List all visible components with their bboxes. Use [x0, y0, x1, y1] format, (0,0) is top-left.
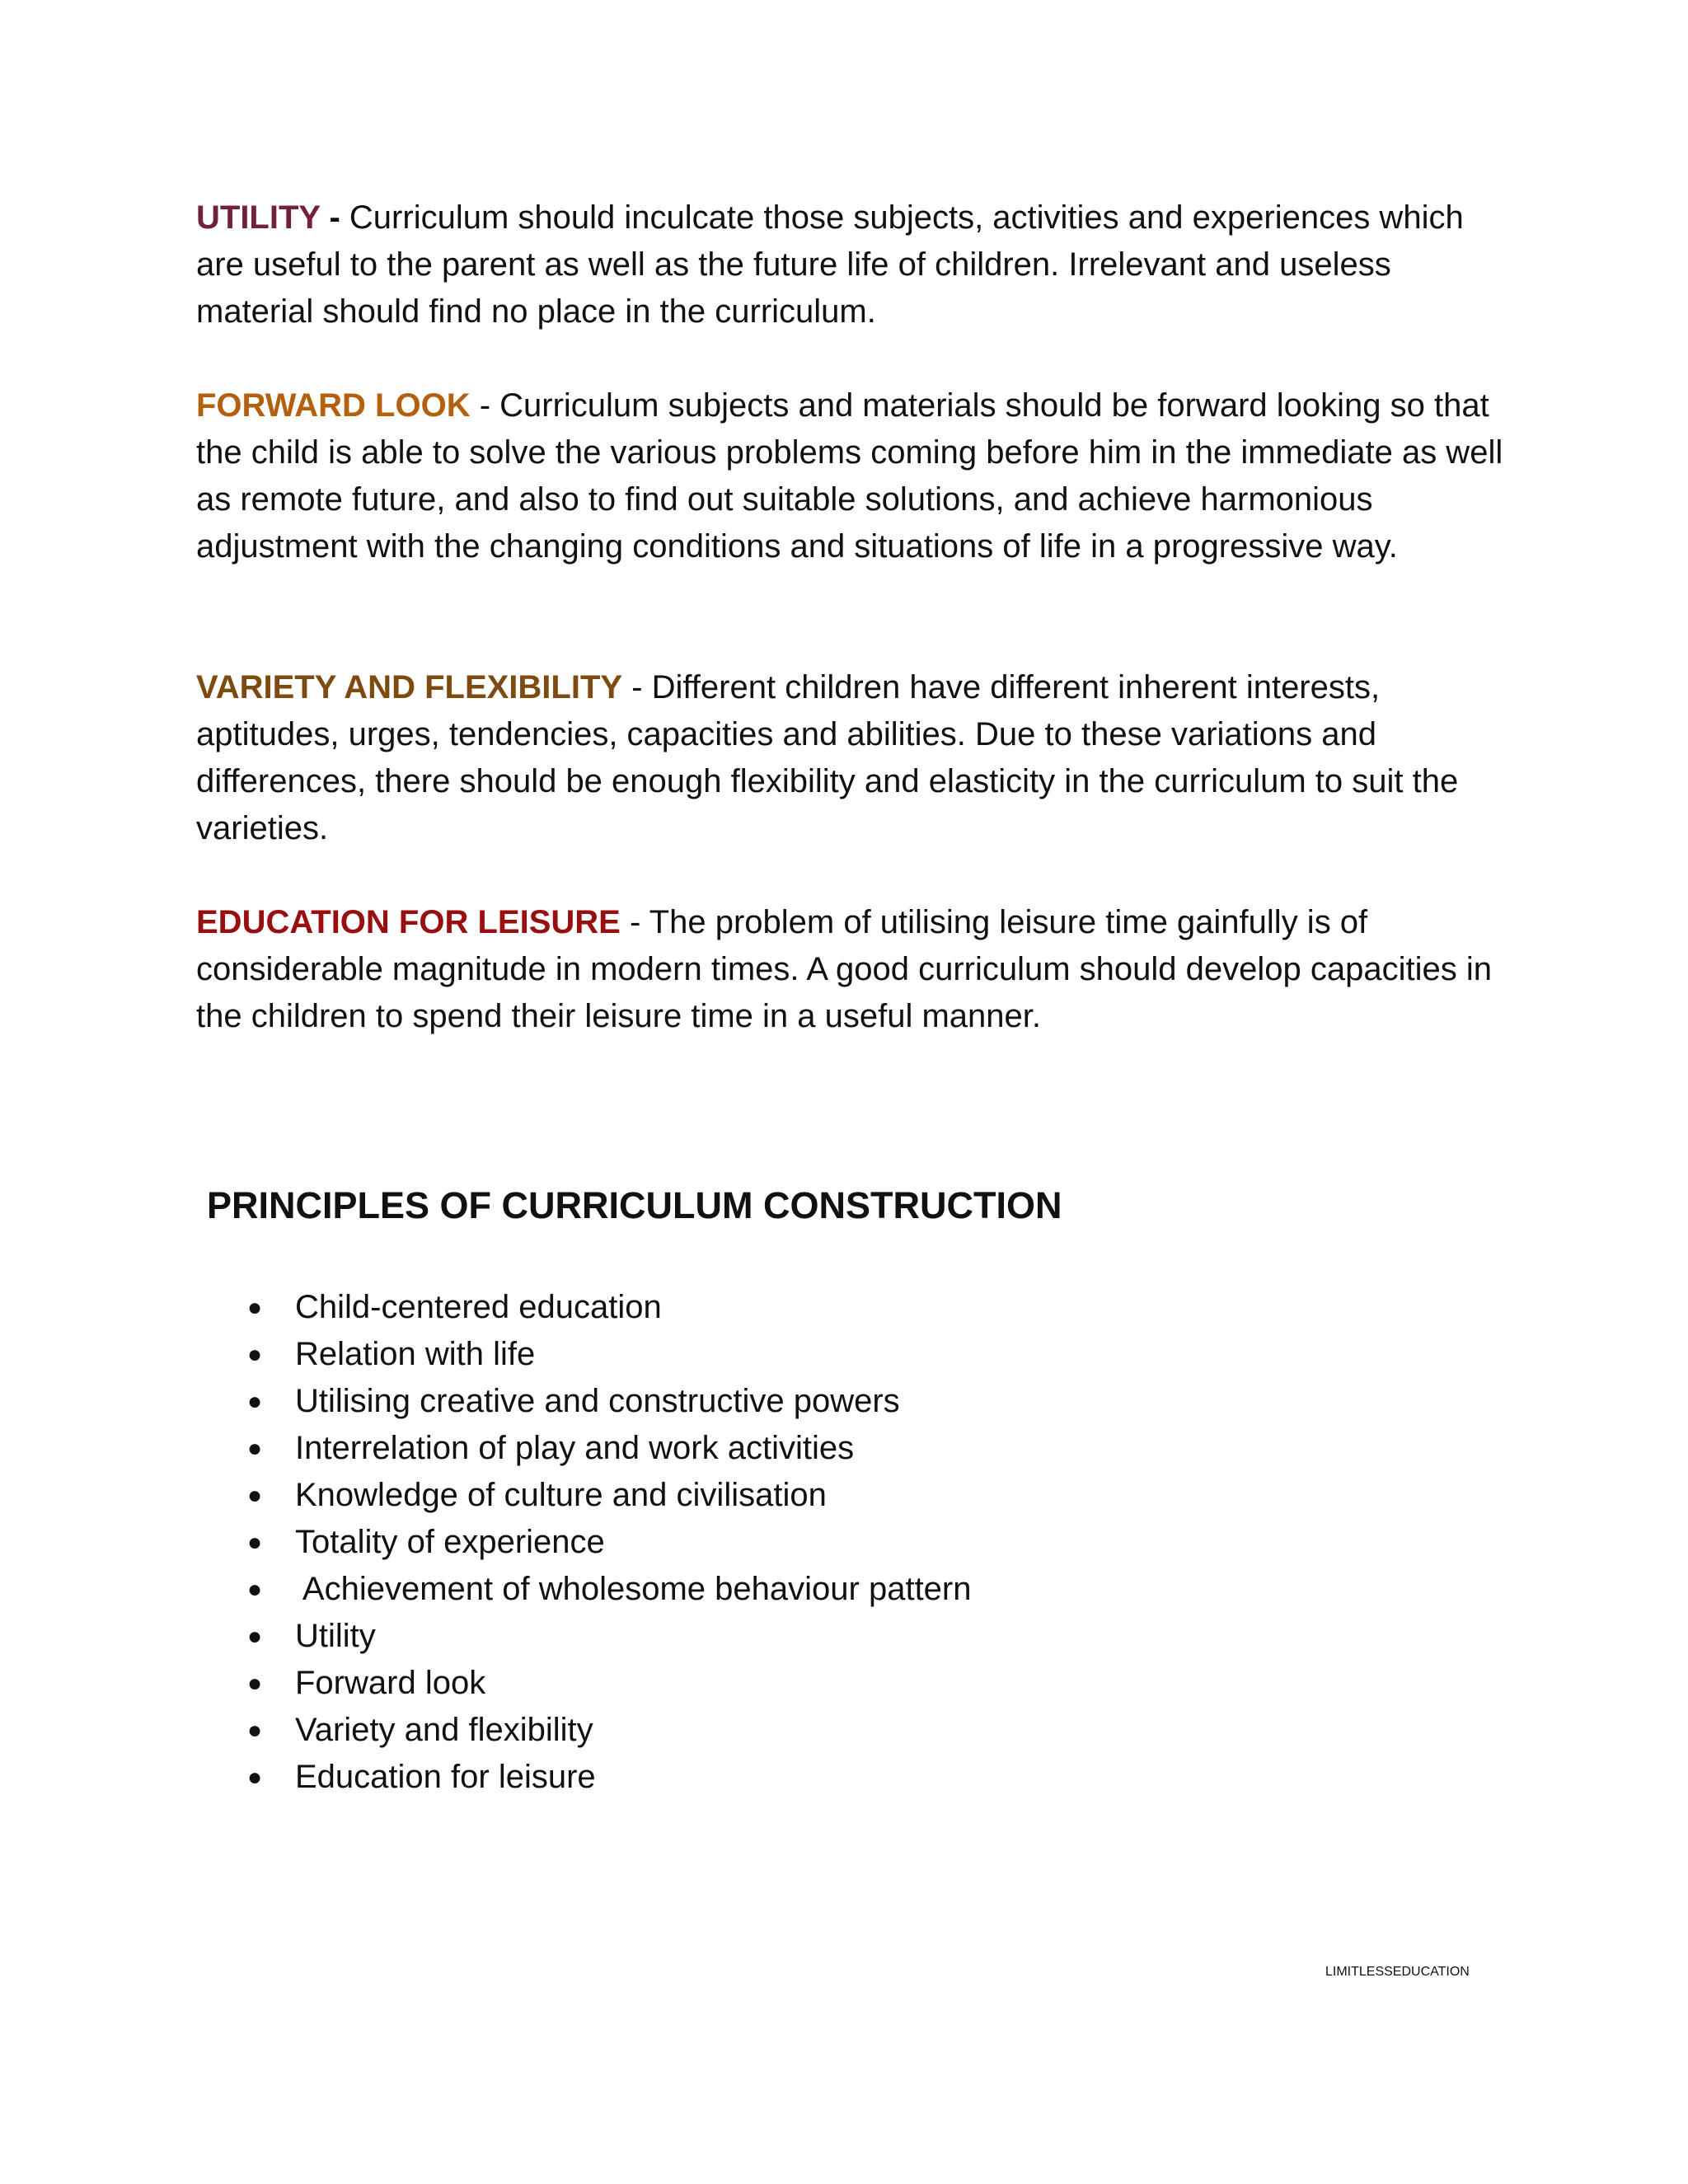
list-item-text: Utility	[295, 1618, 376, 1654]
leisure-text: The problem of utilising leisure time gainfully is of considerable magnitude in modern times. A good curriculum should develop capacities in the children to spend their leisure time in a useful manner.	[196, 904, 1493, 1034]
forward-look-text: Curriculum subjects and materials should be forward looking so that the child is able to solve the various problems coming before him in the immediate as well as remote future, and also to find out suitable solutions, and achieve harmonious adjustment with the changing conditions and situations of life in a progressive way.	[196, 387, 1503, 565]
forward-look-term: FORWARD LOOK	[196, 387, 471, 424]
list-item-text: Child-centered education	[295, 1289, 662, 1325]
principles-heading: PRINCIPLES OF CURRICULUM CONSTRUCTION	[207, 1184, 1062, 1226]
list-item-text: Knowledge of culture and civilisation	[295, 1477, 827, 1513]
utility-paragraph	[196, 194, 1515, 335]
bullet-icon: ●	[247, 1670, 263, 1697]
bullet-icon: ●	[247, 1529, 263, 1556]
footer-label: LIMITLESSEDUCATION	[1325, 1965, 1470, 1979]
variety-paragraph	[196, 664, 1515, 852]
forward-look-paragraph	[196, 382, 1515, 570]
bullet-icon: ●	[247, 1341, 263, 1368]
utility-term: UTILITY	[196, 199, 321, 236]
bullet-icon: ●	[247, 1717, 263, 1744]
forward-look-separator: -	[470, 387, 500, 424]
bullet-icon: ●	[247, 1388, 263, 1415]
bullet-icon: ●	[247, 1623, 263, 1650]
list-item-text: Education for leisure	[295, 1759, 596, 1795]
list-item-text: Totality of experience	[295, 1524, 605, 1560]
utility-separator: -	[320, 199, 349, 236]
leisure-separator: -	[620, 904, 649, 940]
bullet-icon: ●	[247, 1435, 263, 1462]
bullet-icon: ●	[247, 1764, 263, 1791]
bullet-icon: ●	[247, 1576, 263, 1603]
variety-text: Different children have different inherent interests, aptitudes, urges, tendencies, capacities and abilities. Due to these variations and differences, there should be enough flexibility and elasticity in the curriculum to suit the varieties.	[196, 669, 1459, 846]
list-item-text: Relation with life	[295, 1336, 536, 1372]
variety-separator: -	[622, 669, 652, 705]
leisure-term: EDUCATION FOR LEISURE	[196, 904, 621, 940]
list-item-text: Achievement of wholesome behaviour pattern	[295, 1571, 972, 1607]
list-item-text: Utilising creative and constructive powers	[295, 1383, 900, 1419]
bullet-icon: ●	[247, 1294, 263, 1321]
leisure-paragraph	[196, 899, 1515, 1040]
list-item-text: Forward look	[295, 1665, 486, 1701]
list-item-text: Interrelation of play and work activities	[295, 1430, 855, 1466]
bullet-icon: ●	[247, 1482, 263, 1509]
utility-text: Curriculum should inculcate those subjects, activities and experiences which are useful to the parent as well as the future life of children. Irrelevant and useless material should find no place in the curriculum.	[196, 199, 1464, 330]
variety-term: VARIETY AND FLEXIBILITY	[196, 669, 623, 705]
list-item-text: Variety and flexibility	[295, 1712, 593, 1748]
